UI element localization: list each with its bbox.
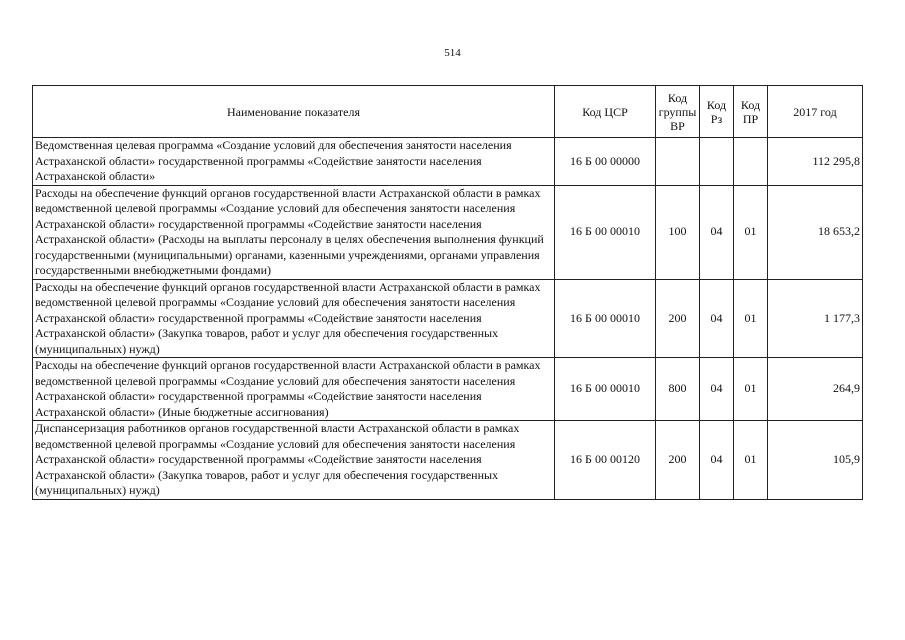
row-vr: 200 [656, 279, 700, 358]
table-row [33, 358, 863, 421]
row-amount: 112 295,8 [768, 138, 863, 186]
table-row [33, 279, 863, 358]
table-header-row [33, 86, 863, 138]
row-pr [734, 138, 768, 186]
row-csr: 16 Б 00 00010 [555, 358, 656, 421]
row-rz: 04 [700, 421, 734, 500]
header-vr: Код группы ВР [656, 86, 700, 138]
header-rz: Код Рз [700, 86, 734, 138]
table-row [33, 185, 863, 279]
header-csr: Код ЦСР [555, 86, 656, 138]
row-rz: 04 [700, 279, 734, 358]
row-name: Расходы на обеспечение функций органов государственной власти Астраханской области в рамках ведомственной целевой программы «Создание условий для обеспечения занятости населения Астраханской области» государственной программы «Содействие занятости населения Астраханской области» (Расходы на выплаты персоналу в целях обеспечения выполнения функций государственными (муниципальными) органами, казенными учреждениями, органами управления государственными внебюджетными фондами) [33, 185, 555, 279]
page-number: 514 [444, 47, 461, 59]
table-row [33, 138, 863, 186]
row-rz: 04 [700, 185, 734, 279]
row-pr: 01 [734, 421, 768, 500]
row-name: Ведомственная целевая программа «Создание условий для обеспечения занятости населения Астраханской области» государственной программы «Содействие занятости населения Астраханской области» [33, 138, 555, 186]
row-vr: 800 [656, 358, 700, 421]
row-rz: 04 [700, 358, 734, 421]
row-amount: 264,9 [768, 358, 863, 421]
header-pr: Код ПР [734, 86, 768, 138]
row-vr: 200 [656, 421, 700, 500]
row-amount: 1 177,3 [768, 279, 863, 358]
budget-table [32, 85, 863, 500]
row-name: Расходы на обеспечение функций органов государственной власти Астраханской области в рамках ведомственной целевой программы «Создание условий для обеспечения занятости населения Астраханской области» государственной программы «Содействие занятости населения Астраханской области» (Иные бюджетные ассигнования) [33, 358, 555, 421]
row-rz [700, 138, 734, 186]
row-vr [656, 138, 700, 186]
row-pr: 01 [734, 279, 768, 358]
row-vr: 100 [656, 185, 700, 279]
row-csr: 16 Б 00 00000 [555, 138, 656, 186]
row-pr: 01 [734, 358, 768, 421]
table-row [33, 421, 863, 500]
row-csr: 16 Б 00 00010 [555, 185, 656, 279]
row-csr: 16 Б 00 00120 [555, 421, 656, 500]
header-name: Наименование показателя [33, 86, 555, 138]
row-amount: 18 653,2 [768, 185, 863, 279]
row-name: Диспансеризация работников органов государственной власти Астраханской области в рамках ведомственной целевой программы «Создание условий для обеспечения занятости населения Астраханской области» государственной программы «Содействие занятости населения Астраханской области» (Закупка товаров, работ и услуг для обеспечения государственных (муниципальных) нужд) [33, 421, 555, 500]
row-amount: 105,9 [768, 421, 863, 500]
header-year: 2017 год [768, 86, 863, 138]
row-pr: 01 [734, 185, 768, 279]
row-csr: 16 Б 00 00010 [555, 279, 656, 358]
row-name: Расходы на обеспечение функций органов государственной власти Астраханской области в рамках ведомственной целевой программы «Создание условий для обеспечения занятости населения Астраханской области» государственной программы «Содействие занятости населения Астраханской области» (Закупка товаров, работ и услуг для обеспечения государственных (муниципальных) нужд) [33, 279, 555, 358]
